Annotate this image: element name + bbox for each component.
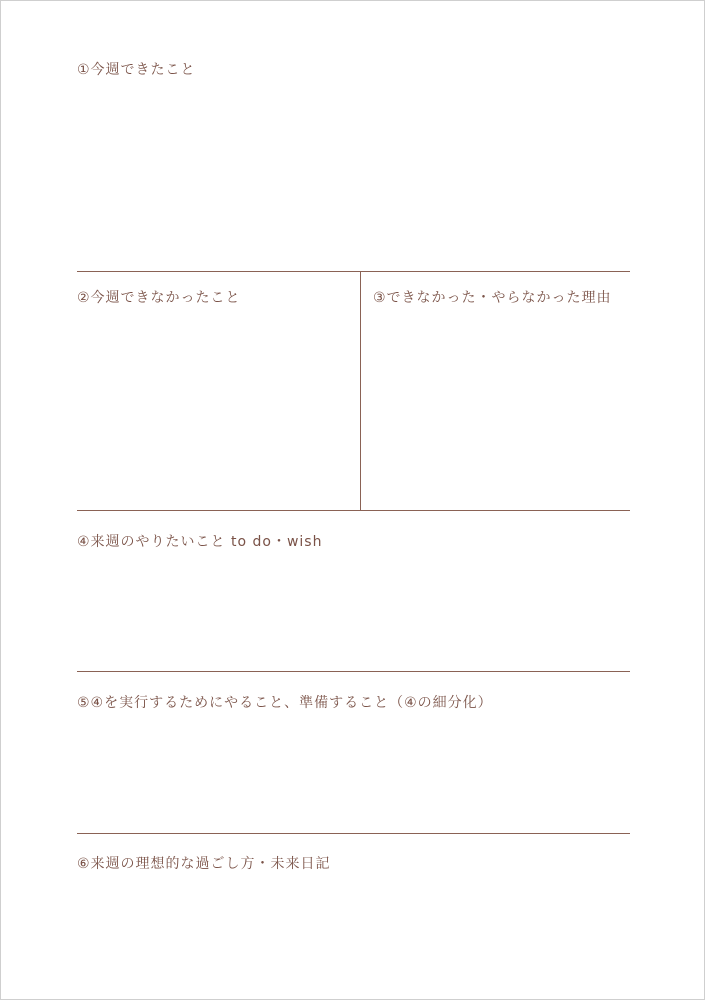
section-1-heading: ①今週できたこと [77,62,196,78]
section-4-heading: ④来週のやりたいこと to do・wish [77,534,323,550]
divider-3 [77,671,630,672]
divider-2 [77,510,630,511]
section-5-heading: ⑤④を実行するためにやること、準備すること（④の細分化） [77,695,493,711]
section-2-heading: ②今週できなかったこと [77,290,241,306]
divider-1 [77,271,630,272]
section-3-heading: ③できなかった・やらなかった理由 [373,290,612,306]
section-6-heading: ⑥来週の理想的な過ごし方・未来日記 [77,856,331,872]
vertical-divider [360,271,361,510]
divider-4 [77,833,630,834]
